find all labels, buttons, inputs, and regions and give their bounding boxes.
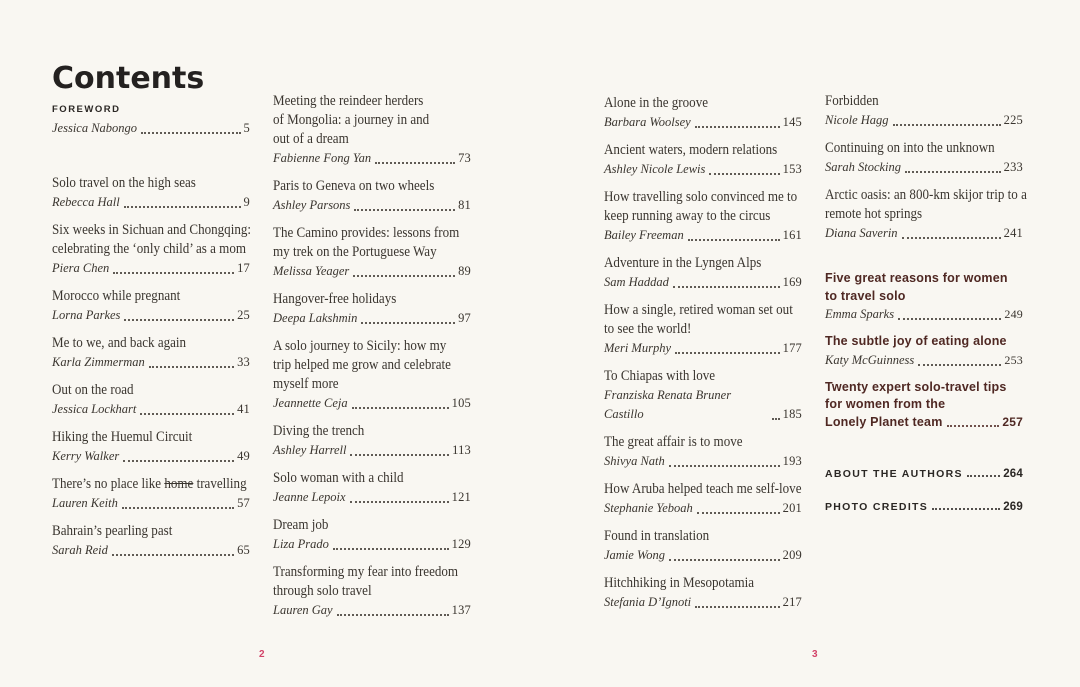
entry-author: Ashley Harrell <box>273 443 347 457</box>
toc-entry <box>273 516 471 554</box>
entry-author: Piera Chen <box>52 261 110 275</box>
entry-author: Emma Sparks <box>825 307 895 321</box>
entry-title-line: Solo woman with a child <box>273 470 404 486</box>
entry-author-line <box>52 353 250 372</box>
toc-entry <box>273 92 471 168</box>
entry-page-number: 169 <box>782 275 802 289</box>
dot-leader <box>898 318 1001 320</box>
entry-author-line <box>604 273 802 292</box>
entry-author: Deepa Lakshmin <box>273 311 358 325</box>
toc-entry <box>604 94 802 132</box>
dot-leader <box>123 460 234 462</box>
entry-title-line: How a single, retired woman set out <box>604 302 793 318</box>
entry-author: Bailey Freeman <box>604 228 684 242</box>
dot-leader <box>669 465 780 467</box>
entry-title-line: How travelling solo convinced me to <box>604 189 798 205</box>
entry-title-line: for women from the <box>825 397 946 411</box>
entry-author: Jeannette Ceja <box>273 396 348 410</box>
entry-title-line: Adventure in the Lyngen Alps <box>604 255 762 271</box>
entry-author: Stefania D’Ignoti <box>604 595 692 609</box>
entry-page-number: 121 <box>451 490 471 504</box>
entry-author: Jeanne Lepoix <box>273 490 346 504</box>
entry-author-line <box>273 488 471 507</box>
entry-title-line: remote hot springs <box>825 206 923 222</box>
entry-page-number: 257 <box>1002 414 1023 429</box>
entry-page-number: 65 <box>237 543 250 557</box>
entry-author-line <box>52 541 250 560</box>
entry-author-line <box>52 447 250 466</box>
toc-entries <box>825 92 1027 514</box>
entry-page-number: 153 <box>782 162 802 176</box>
entry-title-line: Arctic oasis: an 800-km skijor trip to a <box>825 187 1027 203</box>
dot-leader <box>333 548 449 550</box>
entry-page-number: 89 <box>458 264 471 278</box>
toc-column-2 <box>273 92 471 629</box>
entry-page-number: 233 <box>1003 160 1023 174</box>
entry-author-line <box>52 259 250 278</box>
entry-page-number: 241 <box>1003 226 1023 240</box>
entry-title-line: Forbidden <box>825 93 879 109</box>
entry-author-line <box>273 262 471 281</box>
entry-author: Jessica Lockhart <box>52 402 137 416</box>
entry-page-number: 145 <box>782 115 802 129</box>
entry-page-number: 177 <box>782 341 802 355</box>
entry-page-number: 17 <box>237 261 250 275</box>
toc-column-3 <box>604 94 802 621</box>
entry-author: Nicole Hagg <box>825 113 889 127</box>
entry-author: Diana Saverin <box>825 226 898 240</box>
dot-leader <box>902 237 1001 239</box>
entry-title-line: Hitchhiking in Mesopotamia <box>604 575 755 591</box>
entry-title-line: Twenty expert solo-travel tips <box>825 379 1007 394</box>
toc-entry <box>825 379 1023 432</box>
toc-entry <box>52 475 250 513</box>
entry-title-line <box>825 500 1023 514</box>
entry-page-number: 249 <box>1004 307 1023 321</box>
toc-entry <box>825 139 1023 177</box>
dot-leader <box>140 413 234 415</box>
toc-entry <box>52 381 250 419</box>
dot-leader <box>124 319 234 321</box>
dot-leader <box>947 425 1000 427</box>
toc-entry <box>273 469 471 507</box>
entry-page-number: 57 <box>237 496 250 510</box>
entry-author-line <box>273 601 471 620</box>
toc-entry <box>52 334 250 372</box>
entry-title-line: of Mongolia: a journey in and <box>273 112 430 128</box>
entry-title-line: Ancient waters, modern relations <box>604 142 778 158</box>
dot-leader <box>350 501 449 503</box>
dot-leader <box>141 132 240 134</box>
entry-title-line: my trek on the Portuguese Way <box>273 244 437 260</box>
entry-author: Stephanie Yeboah <box>604 501 693 515</box>
entry-page-number: 161 <box>782 228 802 242</box>
dot-leader <box>709 173 779 175</box>
entry-author: Ashley Parsons <box>273 198 351 212</box>
entry-title-text: Lonely Planet team <box>825 414 943 429</box>
entry-author-line <box>273 196 471 215</box>
dot-leader <box>337 614 449 616</box>
entry-page-number: 97 <box>458 311 471 325</box>
entry-author-line <box>52 494 250 513</box>
toc-entry <box>273 290 471 328</box>
entry-title-line: Five great reasons for women <box>825 271 1008 285</box>
entry-title-line: Meeting the reindeer herders <box>273 93 424 109</box>
entry-author: Jamie Wong <box>604 548 665 562</box>
dot-leader <box>675 352 780 354</box>
dot-leader <box>361 322 455 324</box>
toc-entry <box>604 188 802 245</box>
entry-author: Melissa Yeager <box>273 264 350 278</box>
entry-author-line <box>825 224 1023 243</box>
entry-title-line: Continuing on into the unknown <box>825 140 995 156</box>
entry-title-line: Me to we, and back again <box>52 335 187 351</box>
entry-page-number: 81 <box>458 198 471 212</box>
dot-leader <box>124 206 241 208</box>
entry-page-number: 209 <box>782 548 802 562</box>
entry-author-line <box>273 441 471 460</box>
toc-entry <box>273 224 471 281</box>
entry-author: Barbara Woolsey <box>604 115 691 129</box>
entry-page-number: 49 <box>237 449 250 463</box>
entry-author: Lorna Parkes <box>52 308 121 322</box>
dot-leader <box>695 606 780 608</box>
dot-leader <box>772 418 780 420</box>
dot-leader <box>352 407 449 409</box>
entry-title-line: celebrating the ‘only child’ as a mom <box>52 241 246 257</box>
entry-title-line: Six weeks in Sichuan and Chongqing: <box>52 222 252 238</box>
entry-page-number: 193 <box>782 454 802 468</box>
entry-title-line: There’s no place like home travelling <box>52 476 247 492</box>
entry-page-number: 25 <box>237 308 250 322</box>
toc-entry <box>604 141 802 179</box>
toc-entry <box>825 333 1023 370</box>
entry-author-line <box>273 309 471 328</box>
dot-leader <box>350 454 449 456</box>
entry-title-line: Diving the trench <box>273 423 365 439</box>
toc-entry <box>604 254 802 292</box>
dot-leader <box>113 272 234 274</box>
entry-author-line <box>52 400 250 419</box>
entry-title-line: How Aruba helped teach me self-love <box>604 481 802 497</box>
toc-entry <box>604 527 802 565</box>
entry-author: Ashley Nicole Lewis <box>604 162 706 176</box>
entry-author: Sarah Stocking <box>825 160 902 174</box>
dot-leader <box>122 507 234 509</box>
toc-entry <box>604 301 802 358</box>
entry-page-number: 217 <box>782 595 802 609</box>
entry-author-line <box>52 306 250 325</box>
entry-title-line: Hangover-free holidays <box>273 291 397 307</box>
entry-author: Katy McGuinness <box>825 352 915 367</box>
dot-leader <box>905 171 1001 173</box>
dot-leader <box>967 475 1000 477</box>
entry-title-line: myself more <box>273 376 339 392</box>
struck-word: home <box>164 476 194 492</box>
entry-page-number: 225 <box>1003 113 1023 127</box>
dot-leader <box>669 559 780 561</box>
toc-entries <box>273 92 471 620</box>
entry-author: Meri Murphy <box>604 341 671 355</box>
toc-entry <box>825 500 1023 514</box>
foreword-author-line <box>52 119 250 138</box>
entry-author-line <box>52 193 250 212</box>
entry-page-number: 129 <box>451 537 471 551</box>
entry-title-line: The Camino provides: lessons from <box>273 225 460 241</box>
entry-page-number: 41 <box>237 402 250 416</box>
entry-title-line: Out on the road <box>52 382 134 398</box>
right-page-number: 3 <box>812 649 818 660</box>
entry-title-line: Found in translation <box>604 528 710 544</box>
entry-title-line: Hiking the Huemul Circuit <box>52 429 193 445</box>
toc-entry <box>273 177 471 215</box>
entry-author: Sam Haddad <box>604 275 669 289</box>
dot-leader <box>375 162 455 164</box>
dot-leader <box>697 512 780 514</box>
toc-entry <box>825 92 1023 130</box>
entry-page-number: 269 <box>1003 501 1023 513</box>
toc-column-1 <box>52 62 250 569</box>
entry-author-line <box>604 339 802 358</box>
entry-title-line: Solo travel on the high seas <box>52 175 196 191</box>
foreword-author: Jessica Nabongo <box>52 121 138 135</box>
entry-author-line <box>825 351 1023 370</box>
entry-title-line: out of a dream <box>273 131 349 147</box>
toc-entry <box>825 467 1023 481</box>
left-page-number: 2 <box>259 649 265 660</box>
entry-author-line <box>273 394 471 413</box>
entry-author: Liza Prado <box>273 537 329 551</box>
dot-leader <box>918 364 1001 366</box>
entry-author-line <box>604 593 802 612</box>
entry-author: Sarah Reid <box>52 543 108 557</box>
dot-leader <box>353 275 455 277</box>
entry-page-number: 137 <box>451 603 471 617</box>
entry-title-line: The great affair is to move <box>604 434 743 450</box>
dot-leader <box>149 366 234 368</box>
entry-title-line: To Chiapas with love <box>604 368 716 384</box>
entry-page-number: 253 <box>1004 352 1023 367</box>
entry-author: Lauren Keith <box>52 496 118 510</box>
entry-title-line: trip helped me grow and celebrate <box>273 357 451 373</box>
toc-entry <box>273 563 471 620</box>
entry-page-number: 73 <box>458 151 471 165</box>
toc-entry <box>273 337 471 413</box>
entry-author-line <box>604 546 802 565</box>
entry-author-line <box>604 113 802 132</box>
toc-entry <box>52 287 250 325</box>
entry-title-line: Transforming my fear into freedom <box>273 564 459 580</box>
dot-leader <box>688 239 780 241</box>
entry-title-text: PHOTO CREDITS <box>825 501 929 513</box>
entry-title-line <box>825 467 1023 481</box>
entry-author-line <box>604 386 802 424</box>
entry-title-text: ABOUT THE AUTHORS <box>825 468 963 480</box>
entry-page-number: 9 <box>243 195 250 209</box>
entry-author-line <box>604 499 802 518</box>
entry-title-line <box>825 414 1023 432</box>
toc-column-4 <box>825 92 1027 533</box>
entry-page-number: 185 <box>782 407 802 421</box>
entry-author-line <box>825 158 1023 177</box>
toc-entry <box>52 428 250 466</box>
entry-author: Lauren Gay <box>273 603 333 617</box>
entry-title-line: to travel solo <box>825 288 906 303</box>
entry-title-line: Dream job <box>273 517 329 533</box>
toc-entry <box>52 221 250 278</box>
dot-leader <box>893 124 1001 126</box>
entry-author-line <box>825 111 1023 130</box>
page-title: Contents <box>52 61 205 96</box>
entry-author: Rebecca Hall <box>52 195 120 209</box>
entry-author-line <box>825 305 1023 324</box>
entry-title-line: The subtle joy of eating alone <box>825 334 1007 348</box>
entry-title-line: keep running away to the circus <box>604 208 771 224</box>
entry-author-line <box>273 149 471 168</box>
toc-entry <box>604 367 802 424</box>
entry-title-line: Bahrain’s pearling past <box>52 523 173 539</box>
entry-author-line <box>604 226 802 245</box>
entry-author-line <box>273 535 471 554</box>
dot-leader <box>112 554 234 556</box>
entry-title-line: through solo travel <box>273 583 372 599</box>
entry-page-number: 33 <box>237 355 250 369</box>
entry-author: Shivya Nath <box>604 454 665 468</box>
toc-entry <box>604 480 802 518</box>
toc-entries <box>52 174 250 560</box>
entry-title-line: Paris to Geneva on two wheels <box>273 178 435 194</box>
toc-entry <box>52 174 250 212</box>
entry-author-line <box>604 452 802 471</box>
toc-entry <box>825 186 1027 243</box>
toc-entry <box>825 270 1023 324</box>
dot-leader <box>354 209 455 211</box>
entry-title-line: to see the world! <box>604 321 692 337</box>
entry-author: Franziska Renata Bruner Castillo <box>604 388 732 421</box>
dot-leader <box>695 126 780 128</box>
toc-entry <box>52 522 250 560</box>
entry-page-number: 105 <box>451 396 471 410</box>
entry-author: Karla Zimmerman <box>52 355 145 369</box>
entry-author-line <box>604 160 802 179</box>
foreword-page-number: 5 <box>243 121 250 135</box>
dot-leader <box>932 508 1000 510</box>
toc-entries <box>604 94 802 612</box>
entry-page-number: 264 <box>1003 468 1023 480</box>
foreword-label: FOREWORD <box>52 104 121 115</box>
toc-entry <box>604 433 802 471</box>
entry-author: Fabienne Fong Yan <box>273 151 372 165</box>
entry-title-line: A solo journey to Sicily: how my <box>273 338 447 354</box>
entry-author: Kerry Walker <box>52 449 120 463</box>
toc-entry <box>273 422 471 460</box>
entry-title-line: Morocco while pregnant <box>52 288 181 304</box>
entry-title-line: Alone in the groove <box>604 95 709 111</box>
dot-leader <box>673 286 780 288</box>
entry-page-number: 201 <box>782 501 802 515</box>
entry-page-number: 113 <box>452 443 471 457</box>
toc-entry <box>604 574 802 612</box>
